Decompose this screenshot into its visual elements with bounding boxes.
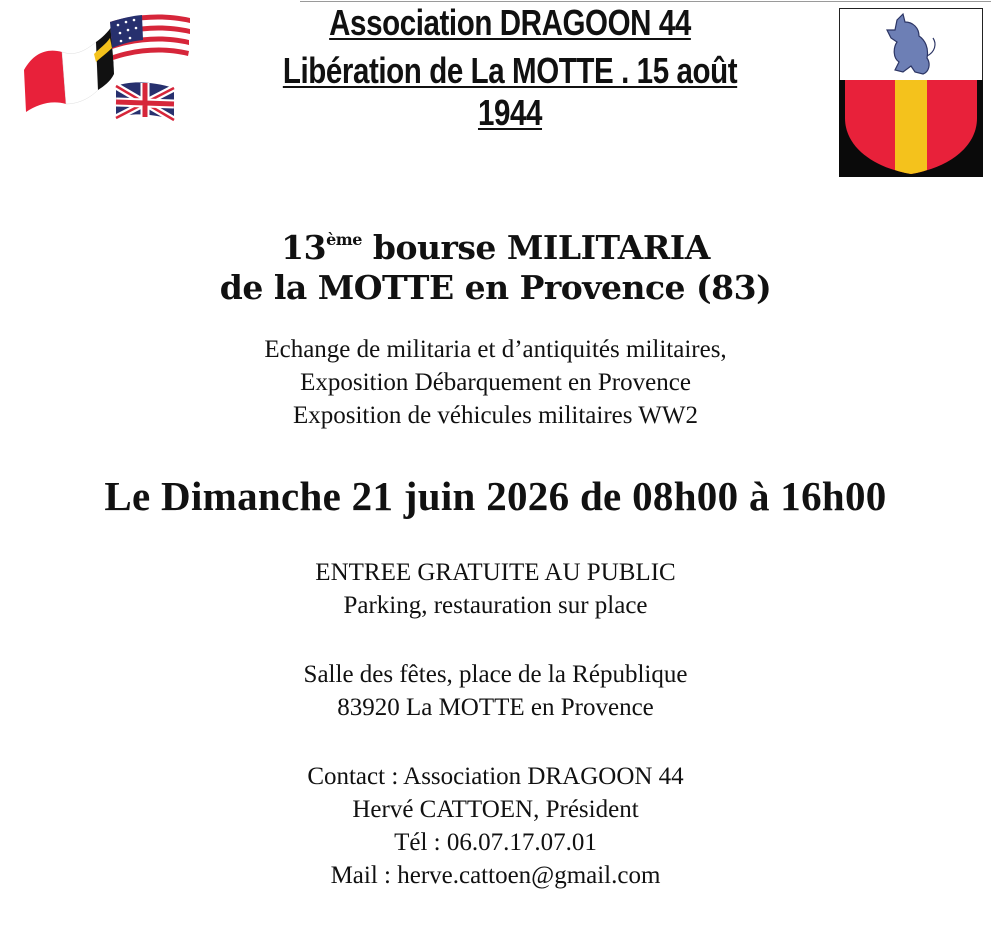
event-description (0, 333, 991, 432)
description-line: Exposition de véhicules militaires WW2 (292, 402, 698, 429)
ordinal-suffix: ème (326, 230, 362, 249)
venue-address (0, 658, 991, 724)
entry-line: ENTREE GRATUITE AU PUBLIC (315, 559, 676, 586)
contact-info (0, 760, 991, 892)
uk-flag-icon (116, 82, 174, 120)
event-title (0, 220, 991, 308)
venue-line: 83920 La MOTTE en Provence (337, 694, 654, 721)
us-flag-icon (110, 15, 190, 68)
event-title-line2: de la MOTTE en Provence (83) (219, 268, 772, 307)
french-flag-icon (24, 26, 114, 112)
coat-of-arms-icon (839, 8, 983, 177)
liberation-title: Libération de La MOTTE . 15 août 1944 (282, 50, 738, 133)
contact-phone: Tél : 06.07.17.07.01 (394, 829, 597, 856)
association-title: Association DRAGOON 44 (329, 2, 691, 43)
event-title-rest: bourse MILITARIA (361, 228, 710, 267)
description-line: Exposition Débarquement en Provence (300, 369, 691, 396)
venue-line: Salle des fêtes, place de la République (303, 661, 688, 688)
entry-line: Parking, restauration sur place (343, 592, 648, 619)
ordinal-number: 13 (281, 228, 327, 267)
event-title-line1 (0, 220, 991, 268)
event-date: Le Dimanche 21 juin 2026 de 08h00 à 16h00 (104, 473, 887, 519)
contact-person: Hervé CATTOEN, Président (352, 796, 639, 823)
entry-info (0, 556, 991, 622)
flags-icon (14, 8, 194, 126)
description-line: Echange de militaria et d’antiquités militaires, (264, 336, 727, 363)
contact-email: Mail : herve.cattoen@gmail.com (330, 862, 661, 889)
contact-line: Contact : Association DRAGOON 44 (307, 763, 684, 790)
